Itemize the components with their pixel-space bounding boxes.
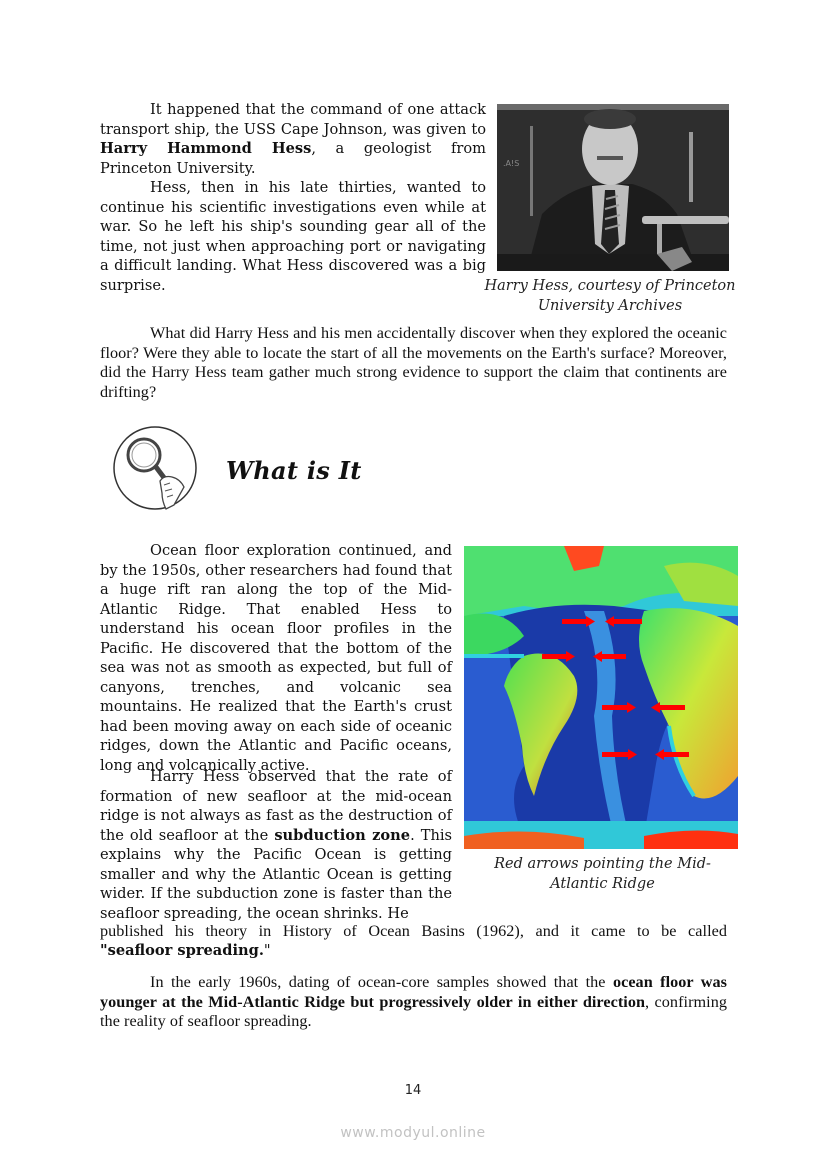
map-caption: Red arrows pointing the Mid- Atlantic Ridge bbox=[494, 856, 711, 892]
intro-paragraph-1: It happened that the command of one attack transport ship, the USS Cape Johnson, was given to Harry Hammond Hess, a geologist from Princeton University. bbox=[100, 101, 486, 177]
name-harry-hammond-hess: Harry Hammond Hess bbox=[100, 140, 312, 157]
world-topography-map-icon bbox=[464, 546, 738, 849]
body-paragraph-2-continuation: published his theory in History of Ocean Basins (1962), and it came to be called bbox=[100, 922, 727, 940]
photo-caption: Harry Hess, courtesy of Princeton University Archives bbox=[484, 278, 736, 314]
term-ocean-floor-younger: ocean floor was younger at the Mid-Atlantic Ridge but progressively older in either direction bbox=[100, 973, 727, 1011]
svg-text:.A!S: .A!S bbox=[503, 159, 520, 168]
page-number: 14 bbox=[404, 1083, 422, 1098]
magnifying-glass-icon bbox=[112, 425, 198, 511]
term-subduction-zone: subduction zone bbox=[274, 826, 411, 844]
watermark: www.modyul.online bbox=[340, 1125, 486, 1141]
harry-hess-photo bbox=[497, 104, 729, 271]
section-title: What is It bbox=[226, 456, 362, 485]
portrait-photo-icon bbox=[497, 104, 729, 271]
seafloor-spreading-term: "seafloor spreading." bbox=[100, 942, 271, 959]
body-paragraph-1: Ocean floor exploration continued, and by the 1950s, other researchers had found that a huge rift ran along the top of the Mid-Atlantic Ridge. That enabled Hess to understand his ocean floor profiles in the Pacific. He discovered that the bottom of the sea was not as smooth as expected, but full of canyons, trenches, and volcanic sea mountains. He realized that the Earth's crust had been moving away on each side of oceanic ridges, down the Atlantic and Pacific oceans, long and volcanically active. bbox=[100, 542, 452, 774]
body-paragraph-2: Harry Hess observed that the rate of formation of new seafloor at the mid-ocean ridge is not always as fast as the destruction of the old seafloor at the subduction zone. This explains why the Pacific Ocean is getting smaller and why the Atlantic Ocean is getting wider. If the subduction zone is faster than the seafloor spreading, the ocean shrinks. He bbox=[100, 768, 453, 922]
body-paragraph-3: In the early 1960s, dating of ocean-core samples showed that the ocean floor was younger at the Mid-Atlantic Ridge but progressively older in either direction, confirming the reality of seafloor spreading. bbox=[100, 973, 727, 1030]
intro-paragraph-2: Hess, then in his late thirties, wanted to continue his scientific investigations even while at war. So he left his ship's sounding gear all of the time, not just when approaching port or navigating a difficult landing. What Hess discovered was a big surprise. bbox=[100, 179, 486, 294]
questions-paragraph: What did Harry Hess and his men accidentally discover when they explored the oceanic floor? Were they able to locate the start of all the movements on the Earth's surface? Moreover, did the Harry Hess team gather much strong evidence to support the claim that continents are drifting? bbox=[100, 324, 727, 401]
mid-atlantic-ridge-map bbox=[464, 546, 738, 849]
